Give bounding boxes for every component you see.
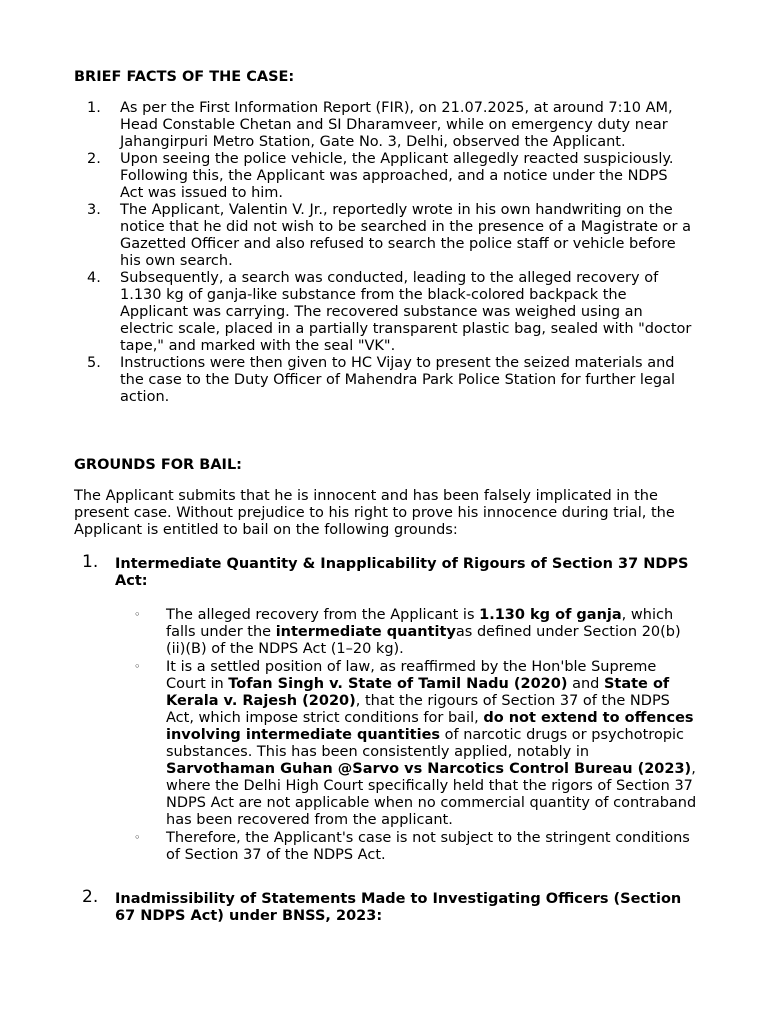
facts-heading: BRIEF FACTS OF THE CASE:	[74, 69, 295, 85]
fact-item	[84, 202, 694, 270]
text-segment: Therefore, the Applicant's case is not subject to the stringent conditions of Section 37 of the NDPS Act.	[166, 830, 690, 863]
fact-item	[84, 151, 694, 202]
fact-number: 2.	[87, 151, 101, 167]
text-segment: , that the rigours of Section 37 of the NDPS Act, which impose strict conditions for bail,	[166, 693, 670, 726]
bold-text-segment: 1.130 kg of ganja	[479, 607, 622, 623]
text-segment: The alleged recovery from the Applicant is	[166, 607, 480, 623]
fact-number: 1.	[87, 100, 101, 116]
bold-text-segment: Tofan Singh v. State of Tamil Nadu (2020)	[228, 676, 568, 692]
ground-title	[82, 552, 702, 590]
facts-list	[84, 100, 694, 406]
bullet-text	[166, 659, 696, 828]
bold-text-segment: Sarvothaman Guhan @Sarvo vs Narcotics Control Bureau (2023)	[166, 761, 692, 777]
bullet-text	[166, 830, 690, 863]
ground-title-text: Intermediate Quantity & Inapplicability of Rigours of Section 37 NDPS Act:	[115, 556, 689, 589]
fact-item	[84, 100, 694, 151]
ground-1-bullets	[134, 607, 699, 865]
fact-number: 5.	[87, 355, 101, 371]
bullet-item	[134, 659, 699, 829]
ground-title-text: Inadmissibility of Statements Made to Investigating Officers (Section 67 NDPS Act) under BNSS, 2023:	[115, 891, 682, 924]
bullet-text	[166, 607, 681, 657]
fact-text: Upon seeing the police vehicle, the Applicant allegedly reacted suspiciously. Following this, the Applicant was approached, and a notice under the NDPS Act was issued to him.	[120, 151, 674, 201]
fact-number: 4.	[87, 270, 101, 286]
fact-number: 3.	[87, 202, 101, 218]
bullet-circle-icon: ◦	[134, 660, 141, 673]
fact-item	[84, 270, 694, 355]
fact-text: As per the First Information Report (FIR), on 21.07.2025, at around 7:10 AM, Head Constable Chetan and SI Dharamveer, while on emergency duty near Jahangirpuri Metro Station, Gate No. 3, Delhi, observed the Applicant.	[120, 100, 673, 150]
grounds-intro: The Applicant submits that he is innocent and has been falsely implicated in the present case. Without prejudice to his right to prove his innocence during trial, the Applicant is entitled to bail on the following grounds:	[74, 488, 675, 538]
bullet-circle-icon: ◦	[134, 608, 141, 621]
ground-number: 2.	[82, 887, 99, 907]
text-segment: of narcotic drugs or psychotropic substances. This has been consistently applied, notably in	[166, 727, 685, 760]
text-segment: and	[567, 676, 604, 692]
bullet-circle-icon: ◦	[134, 831, 141, 844]
bold-text-segment: intermediate quantity	[275, 624, 456, 640]
grounds-heading: GROUNDS FOR BAIL:	[74, 457, 242, 473]
bold-text-segment: State of Kerala v. Rajesh (2020)	[166, 676, 670, 709]
bullet-item	[134, 607, 699, 658]
ground-title	[82, 887, 702, 925]
fact-text: The Applicant, Valentin V. Jr., reportedly wrote in his own handwriting on the notice that he did not wish to be searched in the presence of a Magistrate or a Gazetted Officer and also refused to search the police staff or vehicle before his own search.	[120, 202, 692, 269]
bullet-item	[134, 830, 699, 864]
fact-item	[84, 355, 694, 406]
bold-text-segment: do not extend to offences involving intermediate quantities	[166, 710, 694, 743]
text-segment: It is a settled position of law, as reaffirmed by the Hon'ble Supreme Court in	[166, 659, 657, 692]
text-segment: , which falls under the	[166, 607, 674, 640]
text-segment: as defined under Section 20(b)(ii)(B) of the NDPS Act (1–20 kg).	[166, 624, 681, 657]
ground-number: 1.	[82, 552, 99, 572]
text-segment: , where the Delhi High Court specifically held that the rigors of Section 37 NDPS Act are not applicable when no commercial quantity of contraband has been recovered from the applicant.	[166, 761, 697, 828]
fact-text: Instructions were then given to HC Vijay to present the seized materials and the case to the Duty Officer of Mahendra Park Police Station for further legal action.	[120, 355, 675, 405]
fact-text: Subsequently, a search was conducted, leading to the alleged recovery of 1.130 kg of ganja-like substance from the black-colored backpack the Applicant was carrying. The recovered substance was weighed using an electric scale, placed in a partially transparent plastic bag, sealed with "doctor tape," and marked with the seal "VK".	[120, 270, 692, 354]
